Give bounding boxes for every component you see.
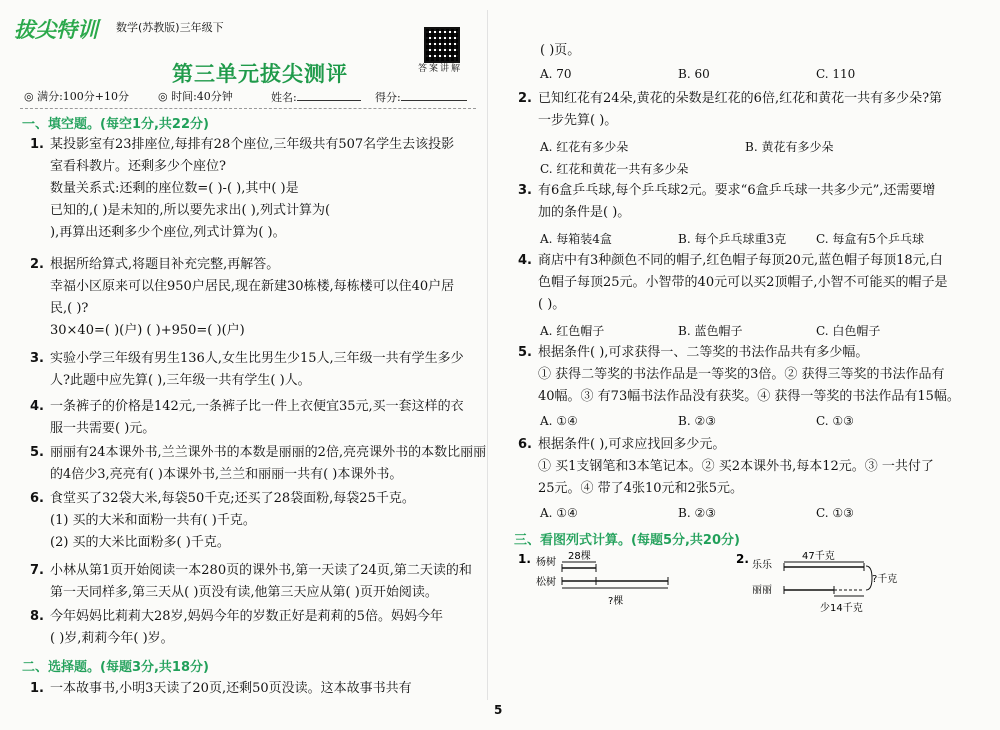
section-choice: 二、选择题。(每题3分,共18分) xyxy=(22,660,209,675)
choice-5-option-b[interactable]: B. ②③ xyxy=(678,414,716,428)
score-field[interactable] xyxy=(375,88,467,105)
choice-question-4: 4. 商店中有3种颜色不同的帽子,红色帽子每顶20元,蓝色帽子每顶18元,白 色帽子每顶25元。小智带的40元可以买2顶帽子,小智不可能买的帽子是 ( )。 xyxy=(518,253,948,312)
figure-2-label-b: 丽丽 xyxy=(752,585,772,596)
figure-1-top-label: 28棵 xyxy=(568,551,591,562)
choice-5-option-a[interactable]: A. ①④ xyxy=(540,414,578,428)
choice-4-option-b[interactable]: B. 蓝色帽子 xyxy=(678,324,743,338)
choice-6-option-b[interactable]: B. ②③ xyxy=(678,506,716,520)
figure-2-diagram xyxy=(734,548,898,618)
question-3: 3. 实验小学三年级有男生136人,女生比男生少15人,三年级一共有学生多少 人?此题中应先算( ),三年级一共有学生( )人。 xyxy=(30,351,464,388)
choice-4-option-c[interactable]: C. 白色帽子 xyxy=(816,324,881,338)
figure-1-bottom-label: ?棵 xyxy=(608,596,624,607)
choice-3-option-b[interactable]: B. 每个乒乓球重3克 xyxy=(678,232,787,246)
time-limit: ◎ 时间:40分钟 xyxy=(158,90,233,103)
question-choice-1: 1. 一本故事书,小明3天读了20页,还剩50页没读。这本故事书共有 xyxy=(30,681,412,696)
choice-2-option-a[interactable]: A. 红花有多少朵 xyxy=(540,140,629,154)
brand-logo: 拔尖特训 xyxy=(14,18,98,42)
figure-1-diagram xyxy=(516,548,716,614)
figure-2-top-label: 47千克 xyxy=(802,551,835,562)
figure-2-bottom-label: 少14千克 xyxy=(820,603,863,614)
choice-2-option-c[interactable]: C. 红花和黄花一共有多少朵 xyxy=(540,162,689,176)
figure-1-label-b: 松树 xyxy=(536,577,556,588)
figure-1-label-a: 杨树 xyxy=(536,557,556,568)
qr-caption: 答案讲解 xyxy=(418,64,463,74)
choice-3-option-c[interactable]: C. 每盒有5个乒乓球 xyxy=(816,232,925,246)
section-figure-calc: 三、看图列式计算。(每题5分,共20分) xyxy=(514,533,740,548)
choice-4-option-a[interactable]: A. 红色帽子 xyxy=(540,324,605,338)
figure-2-label-a: 乐乐 xyxy=(752,560,772,571)
qr-code-icon[interactable] xyxy=(424,27,460,63)
choice-5-option-c[interactable]: C. ①③ xyxy=(816,414,854,428)
name-field[interactable] xyxy=(271,88,361,105)
choice-2-option-b[interactable]: B. 黄花有多少朵 xyxy=(745,140,834,154)
figure-2-number: 2. xyxy=(736,552,749,566)
choice-1-option-b[interactable]: B. 60 xyxy=(678,67,710,81)
question-1: 1. 某投影室有23排座位,每排有28个座位,三年级共有507名学生去该投影 室看科教片。还剩多少个座位? 数量关系式:还剩的座位数=( )-( ),其中( )是 已知的,( )是未知的,所以要先求出( ),列式计算为( ),再算出还剩多少个座位,列式计算为( )。 xyxy=(30,137,455,240)
choice-1-option-a[interactable]: A. 70 xyxy=(540,67,572,81)
choice-question-6: 6. 根据条件( ),可求应找回多少元。 ① 买1支钢笔和3本笔记本。② 买2本课外书,每本12元。③ 一共付了 25元。④ 带了4张10元和2张5元。 xyxy=(518,437,934,496)
choice-6-option-c[interactable]: C. ①③ xyxy=(816,506,854,520)
figure-1-number: 1. xyxy=(518,552,531,566)
question-5: 5. 丽丽有24本课外书,兰兰课外书的本数是丽丽的2倍,亮亮课外书的本数比丽丽 的4倍少3,亮亮有( )本课外书,兰兰和丽丽一共有( )本课外书。 xyxy=(30,445,487,482)
score-label: 得分: xyxy=(375,91,401,104)
figure-2-right-label: ?千克 xyxy=(872,574,898,585)
choice-6-option-a[interactable]: A. ①④ xyxy=(540,506,578,520)
choice-1-option-c[interactable]: C. 110 xyxy=(816,67,856,81)
choice-3-option-a[interactable]: A. 每箱装4盒 xyxy=(540,232,612,246)
full-score: ◎ 满分:100分+10分 xyxy=(24,90,130,103)
name-label: 姓名: xyxy=(271,91,297,104)
question-7: 7. 小林从第1页开始阅读一本280页的课外书,第一天读了24页,第二天读的和 第一天同样多,第三天从( )页没有读,他第三天应从第( )页开始阅读。 xyxy=(30,563,472,600)
choice-question-2: 2. 已知红花有24朵,黄花的朵数是红花的6倍,红花和黄花一共有多少朵?第 一步先算( )。 xyxy=(518,91,943,128)
page-number: 5 xyxy=(494,703,503,717)
choice-question-5: 5. 根据条件( ),可求获得一、二等奖的书法作品共有多少幅。 ① 获得二等奖的书法作品是一等奖的3倍。② 获得三等奖的书法作品有 40幅。③ 有73幅书法作品没有获奖。④ 获得一等奖的书法作品有15幅。 xyxy=(518,345,960,404)
question-8: 8. 今年妈妈比莉莉大28岁,妈妈今年的岁数正好是莉莉的5倍。妈妈今年 ( )岁,莉莉今年( )岁。 xyxy=(30,609,443,646)
choice-1-blank: ( )页。 xyxy=(540,43,581,58)
page-title: 第三单元拔尖测评 xyxy=(172,62,348,86)
section-fill-in: 一、填空题。(每空1分,共22分) xyxy=(22,117,209,132)
question-6: 6. 食堂买了32袋大米,每袋50千克;还买了28袋面粉,每袋25千克。 (1) 买的大米和面粉一共有( )千克。 (2) 买的大米比面粉多( )千克。 xyxy=(30,491,415,550)
question-2: 2. 根据所给算式,将题目补充完整,再解答。 幸福小区原来可以住950户居民,现在新建30栋楼,每栋楼可以住40户居 民,( )? 30×40=( )(户) ( )+950=( )(户) xyxy=(30,257,455,338)
choice-question-3: 3. 有6盒乒乓球,每个乒乓球2元。要求“6盒乒乓球一共多少元”,还需要增 加的条件是( )。 xyxy=(518,183,936,220)
header-divider xyxy=(20,108,476,109)
question-4: 4. 一条裤子的价格是142元,一条裤子比一件上衣便宜35元,买一套这样的衣 服一共需要( )元。 xyxy=(30,399,464,436)
subject-label: 数学(苏教版)三年级下 xyxy=(116,21,224,34)
page-divider xyxy=(487,10,488,700)
